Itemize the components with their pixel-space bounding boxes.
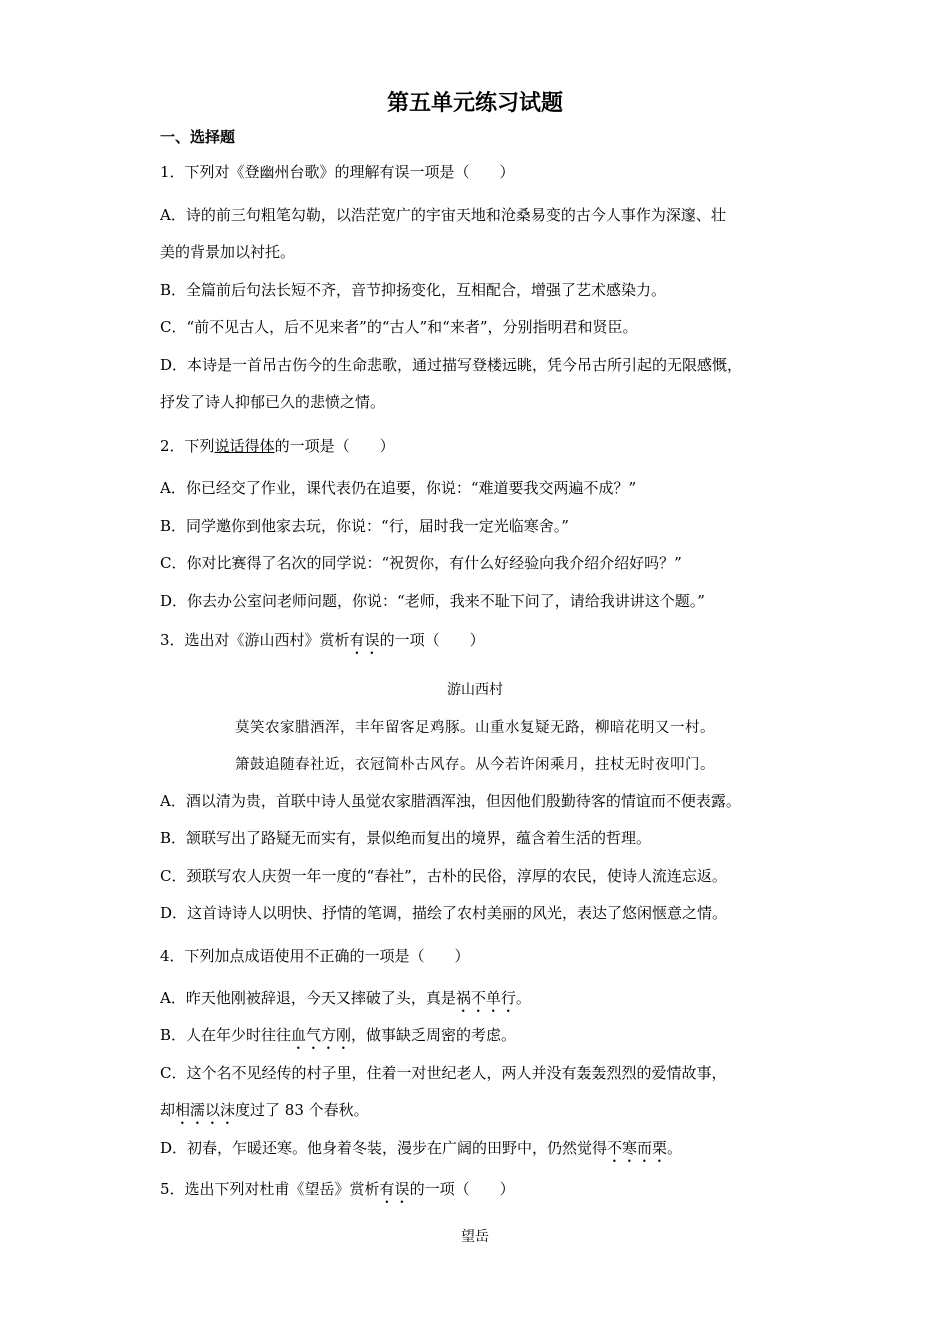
q1-option-a-line1: A．诗的前三句粗笔勾勒，以浩茫宽广的宇宙天地和沧桑易变的古今人事作为深邃、壮 [160, 206, 726, 224]
q4-a-prefix: A．昨天他刚被辞退，今天又摔破了头，真是 [160, 989, 456, 1007]
q4-d-idiom: 不寒而栗 [607, 1139, 668, 1157]
q3-stem [160, 630, 800, 658]
q4-a-suffix: 。 [515, 989, 531, 1007]
q4-option-a [160, 988, 800, 1016]
q2-stem-underlined: 说话得体 [214, 437, 275, 455]
q2-stem [160, 436, 800, 456]
q2-stem-prefix: 2．下列 [160, 437, 215, 455]
q4-c-prefix: 却 [160, 1101, 176, 1119]
q2-option-b: B．同学邀你到他家去玩，你说：“行，届时我一定光临寒舍。” [160, 517, 569, 535]
q3-option-a: A．酒以清为贵，首联中诗人虽觉农家腊酒浑浊，但因他们殷勤待客的情谊而不便表露。 [160, 792, 741, 810]
q5-poem-title: 望岳 [461, 1229, 489, 1245]
q5-stem-dotted: 有误 [379, 1180, 410, 1198]
q3-poem-line2: 箫鼓追随春社近，衣冠简朴古风存。从今若许闲乘月，拄杖无时夜叩门。 [235, 757, 715, 773]
q3-stem-dotted: 有误 [349, 631, 380, 649]
q3-poem-line1: 莫笑农家腊酒浑，丰年留客足鸡豚。山重水复疑无路，柳暗花明又一村。 [235, 720, 715, 736]
q4-option-c-line2 [160, 1100, 800, 1128]
q5-stem-prefix: 5．选出下列对杜甫《望岳》赏析 [160, 1180, 380, 1198]
q3-option-b: B．颔联写出了路疑无而实有，景似绝而复出的境界，蕴含着生活的哲理。 [160, 829, 652, 847]
q4-b-suffix: ，做事缺乏周密的考虑。 [351, 1026, 517, 1044]
q4-b-prefix: B．人在年少时往往 [160, 1026, 292, 1044]
q4-d-prefix: D．初春，乍暖还寒。他身着冬装，漫步在广阔的田野中，仍然觉得 [160, 1139, 608, 1157]
q1-option-a-line2: 美的背景加以衬托。 [160, 243, 296, 261]
q4-c-suffix: 度过了 83 个春秋。 [235, 1101, 369, 1119]
q3-option-d: D．这首诗诗人以明快、抒情的笔调，描绘了农村美丽的风光，表达了悠闲惬意之情。 [160, 904, 728, 922]
q1-stem: 1．下列对《登幽州台歌》的理解有误一项是（ ） [160, 163, 515, 181]
q4-b-idiom: 血气方刚 [291, 1026, 352, 1044]
q3-poem-title: 游山西村 [447, 682, 503, 698]
q4-a-idiom: 祸不单行 [455, 989, 516, 1007]
q3-stem-prefix: 3．选出对《游山西村》赏析 [160, 631, 350, 649]
q4-stem: 4．下列加点成语使用不正确的一项是（ ） [160, 947, 470, 965]
q2-stem-suffix: 的一项是（ ） [274, 437, 395, 455]
q2-option-c: C．你对比赛得了名次的同学说：“祝贺你，有什么好经验向我介绍介绍好吗？” [160, 554, 682, 572]
q4-option-c-line1: C．这个名不见经传的村子里，住着一对世纪老人，两人并没有轰轰烈烈的爱情故事， [160, 1064, 727, 1082]
section-heading: 一、选择题 [160, 128, 236, 146]
q1-option-d-line2: 抒发了诗人抑郁已久的悲愤之情。 [160, 393, 386, 411]
q4-option-d [160, 1138, 800, 1166]
q2-option-d: D．你去办公室问老师问题，你说：“老师，我来不耻下问了，请给我讲讲这个题。” [160, 592, 705, 610]
q4-d-suffix: 。 [667, 1139, 683, 1157]
q4-option-b [160, 1025, 800, 1053]
q1-option-c: C．“前不见古人，后不见来者”的“古人”和“来者”，分别指明君和贤臣。 [160, 318, 638, 336]
q4-c-idiom: 相濡以沫 [175, 1101, 236, 1119]
page-title: 第五单元练习试题 [386, 91, 563, 116]
q2-option-a: A．你已经交了作业，课代表仍在追要，你说：“难道要我交两遍不成？” [160, 479, 637, 497]
q1-option-d-line1: D．本诗是一首吊古伤今的生命悲歌，通过描写登楼远眺，凭今吊古所引起的无限感慨， [160, 356, 743, 374]
q5-stem-suffix: 的一项（ ） [409, 1180, 515, 1198]
q5-stem [160, 1179, 800, 1207]
q3-stem-suffix: 的一项（ ） [379, 631, 485, 649]
q3-option-c: C．颈联写农人庆贺一年一度的“春社”，古朴的民俗，淳厚的农民，使诗人流连忘返。 [160, 867, 727, 885]
q1-option-b: B．全篇前后句法长短不齐，音节抑扬变化，互相配合，增强了艺术感染力。 [160, 281, 667, 299]
